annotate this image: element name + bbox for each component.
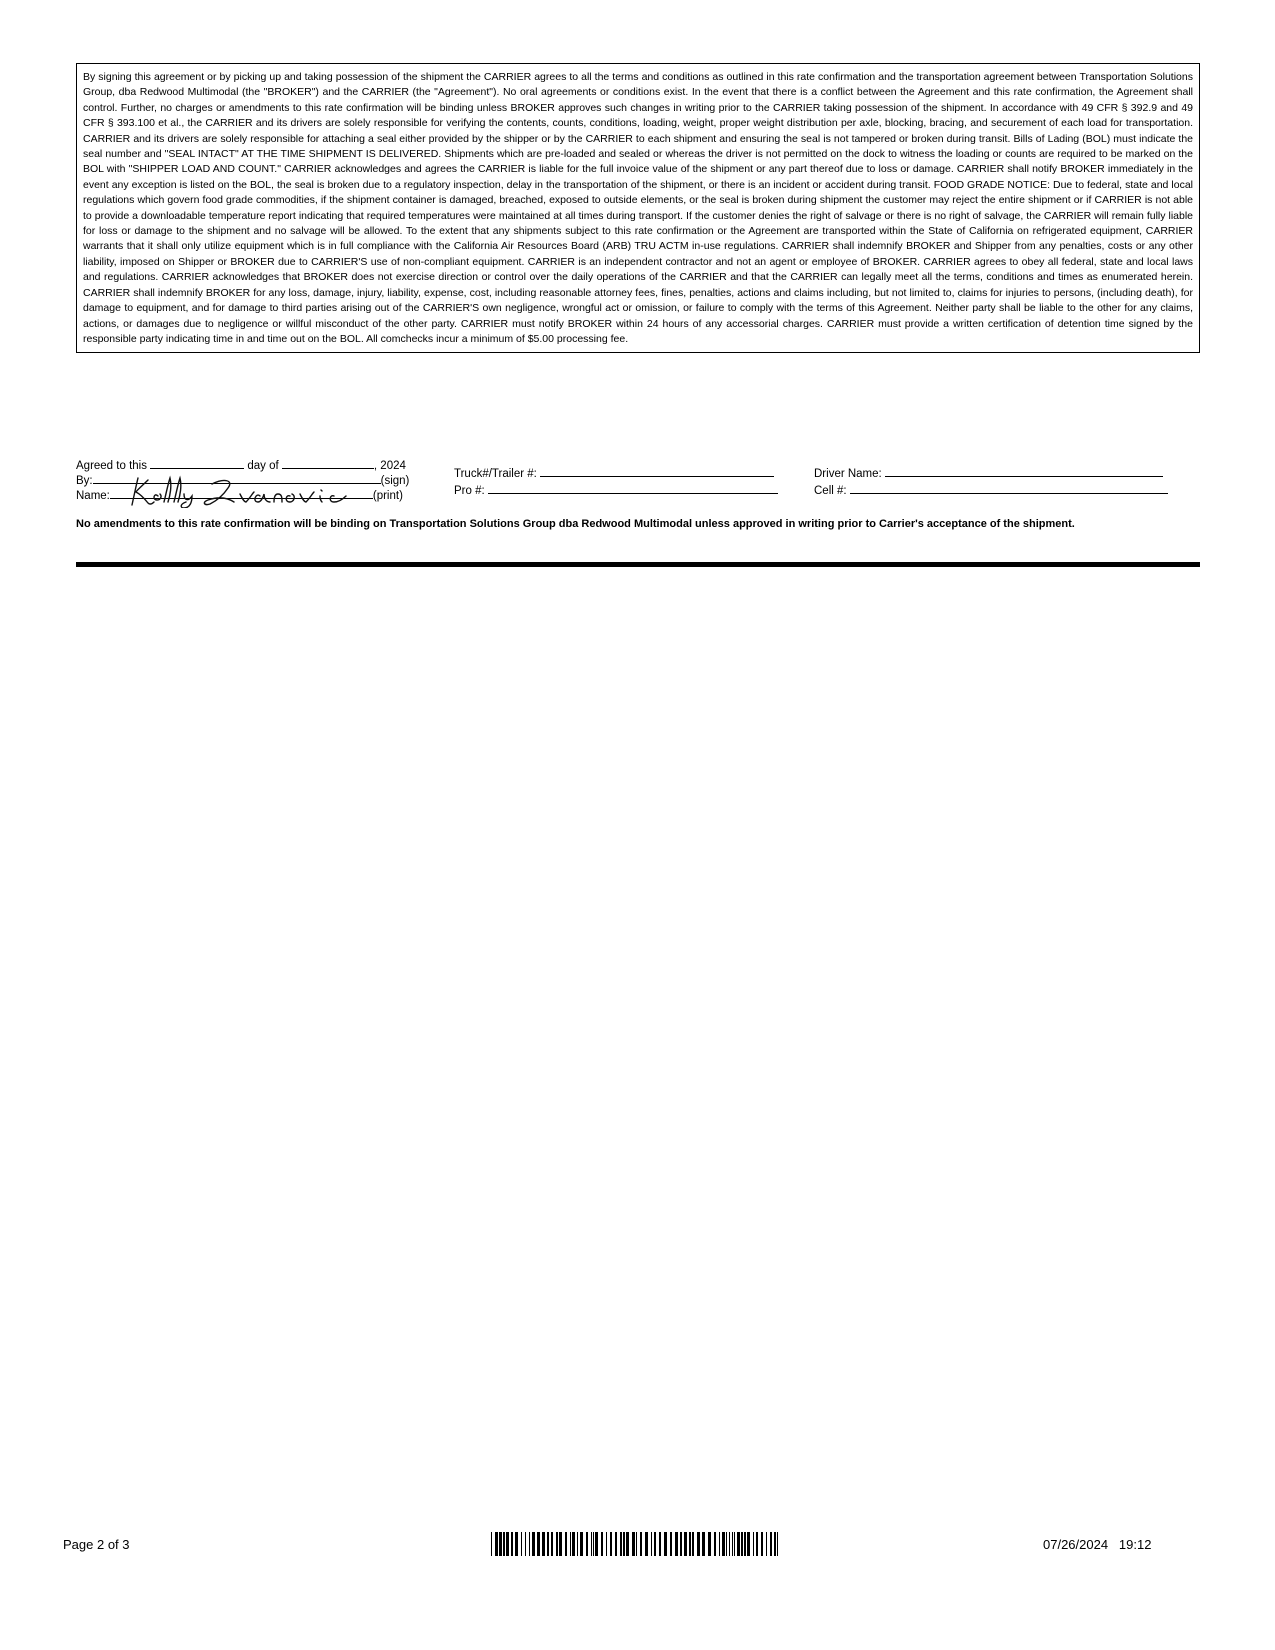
barcode-bar <box>542 1532 545 1556</box>
barcode-bar <box>732 1532 733 1556</box>
barcode-bar <box>615 1532 617 1556</box>
terms-and-conditions <box>76 63 1200 353</box>
section-divider <box>76 562 1200 567</box>
barcode-bar <box>689 1532 691 1556</box>
barcode-bar <box>601 1532 603 1556</box>
barcode-bar <box>610 1532 612 1556</box>
signature-block <box>76 457 426 502</box>
barcode-bar <box>570 1532 571 1556</box>
barcode-bar <box>511 1532 513 1556</box>
truck-trailer-field[interactable] <box>540 465 774 477</box>
barcode-bar <box>580 1532 583 1556</box>
barcode-bar <box>645 1532 648 1556</box>
truck-line: Truck#/Trailer #: <box>454 465 778 482</box>
barcode-bar <box>551 1532 553 1556</box>
truck-block <box>454 465 778 499</box>
barcode-bar <box>670 1532 672 1556</box>
barcode-bar <box>623 1532 625 1556</box>
barcode-bar <box>640 1532 642 1556</box>
barcode-bar <box>547 1532 549 1556</box>
barcode-bar <box>515 1532 518 1556</box>
terms-text: By signing this agreement or by picking up and taking possession of the shipment the CARRIER agrees to all the terms and conditions as outlined in this rate confirmation and the transportation agreement between Transportation Solutions Group, dba Redwood Multimodal (the "BROKER") and the CARRIER (the "Agreement"). No oral agreements or conditions exist. In the event that there is a conflict between the Agreement and this rate confirmation, the Agreement shall control. Further, no charges or amendments to this rate confirmation will be binding unless BROKER approves such changes in writing prior to the CARRIER taking possession of the shipment. In accordance with 49 CFR § 392.9 and 49 CFR § 393.100 et al., the CARRIER and its drivers are solely responsible for verifying the contents, counts, conditions, loading, weight, proper weight distribution per axle, blocking, bracing, and securement of each load for transportation. CARRIER and its drivers are solely responsible for attaching a seal either provided by the shipper or by the CARRIER to each shipment and ensuring the seal is not tampered or broken during transit. Bills of Lading (BOL) must indicate the seal number and "SEAL INTACT" AT THE TIME SHIPMENT IS DELIVERED. Shipments which are pre-loaded and sealed or whereas the driver is not permitted on the dock to witness the loading or counts are required to be marked on the BOL with "SHIPPER LOAD AND COUNT." CARRIER acknowledges and agrees the CARRIER is liable for the full invoice value of the shipment or any part thereof due to loss or damage. CARRIER shall notify BROKER immediately in the event any exception is listed on the BOL, the seal is broken due to a regulatory inspection, delay in the transportation of the shipment, or there is an incident or accident during transit. FOOD GRADE NOTICE: Due to federal, state and local regulations which govern food grade commodities, if the shipment container is damaged, breached, exposed to outside elements, or the seal is broken during shipment the customer may reject the entire shipment or if CARRIER is not able to provide a downloadable temperature report indicating that required temperatures were maintained at all times during transport. If the customer denies the right of salvage or there is no right of salvage, the CARRIER will remain fully liable for loss or damage to the shipment and no salvage will be allowed. To the extent that any shipments subject to this rate confirmation or the Agreement are transported within the State of California on refrigerated equipment, CARRIER warrants that it shall only utilize equipment which is in full compliance with the California Air Resources Board (ARB) TRU ACTM in-use regulations. CARRIER shall indemnify BROKER and Shipper from any penalties, costs or any other liability, imposed on Shipper or BROKER due to CARRIER'S use of non-compliant equipment. CARRIER is an independent contractor and not an agent or employee of BROKER. CARRIER agrees to obey all federal, state and local laws and regulations. CARRIER acknowledges that BROKER does not exercise direction or control over the daily operations of the CARRIER and that the CARRIER can legally meet all the terms, conditions and times as enumerated herein. CARRIER shall indemnify BROKER for any loss, damage, injury, liability, expense, cost, including reasonable attorney fees, fines, penalties, actions and claims including, but not limited to, claims for injuries to persons, (including death), for damage to equipment, and for damage to third parties arising out of the CARRIER'S own negligence, wrongful act or omission, or failure to comply with the terms of this Agreement. Neither party shall be liable to the other for any claims, actions, or damages due to negligence or willful misconduct of the other party. CARRIER must notify BROKER within 24 hours of any accessorial charges. CARRIER must provide a written certification of detention time signed by the responsible party indicating time in and time out on the BOL. All comchecks incur a minimum of $5.00 processing fee. <box>83 71 1193 345</box>
driver-name-field[interactable] <box>885 465 1163 477</box>
barcode-bar <box>525 1532 526 1556</box>
driver-line: Driver Name: <box>814 465 1168 482</box>
barcode-bar <box>532 1532 535 1556</box>
barcode-bar <box>714 1532 716 1556</box>
barcode-bar <box>702 1532 705 1556</box>
barcode-bar <box>595 1532 598 1556</box>
barcode-bar <box>692 1532 694 1556</box>
barcode-bar <box>491 1532 492 1556</box>
barcode-bar <box>556 1532 558 1556</box>
barcode-bar <box>499 1532 502 1556</box>
barcode-bar <box>744 1532 746 1556</box>
barcode-bar <box>680 1532 682 1556</box>
barcode-bar <box>537 1532 540 1556</box>
barcode-bar <box>620 1532 622 1556</box>
footer-timestamp <box>1043 1537 1151 1552</box>
barcode-bar <box>606 1532 607 1556</box>
name-line: Name: (print) <box>76 487 426 502</box>
by-line: By: (sign) <box>76 472 426 487</box>
barcode-bar <box>722 1532 725 1556</box>
barcode-bar <box>777 1532 778 1556</box>
barcode-bar <box>586 1532 588 1556</box>
barcode-bar <box>559 1532 562 1556</box>
barcode-bar <box>632 1532 635 1556</box>
sign-field[interactable] <box>93 472 381 484</box>
barcode-bar <box>506 1532 509 1556</box>
barcode-bar <box>684 1532 687 1556</box>
agreed-month-field[interactable] <box>282 457 374 469</box>
barcode-bar <box>766 1532 767 1556</box>
barcode-bar <box>737 1532 740 1556</box>
barcode-bar <box>659 1532 661 1556</box>
barcode-bar <box>675 1532 678 1556</box>
barcode-bar <box>577 1532 578 1556</box>
barcode-bar <box>708 1532 711 1556</box>
barcode-bar <box>719 1532 720 1556</box>
barcode-bar <box>529 1532 530 1556</box>
barcode-bar <box>770 1532 772 1556</box>
pro-line: Pro #: <box>454 482 778 499</box>
barcode-bar <box>593 1532 594 1556</box>
barcode-bar <box>591 1532 592 1556</box>
barcode-bar <box>753 1532 754 1556</box>
cell-number-field[interactable] <box>850 482 1168 494</box>
barcode-bar <box>697 1532 700 1556</box>
barcode-bar <box>664 1532 667 1556</box>
amendment-note: No amendments to this rate confirmation will be binding on Transportation Solutions Group dba Redwood Multimodal unless approved in writing prior to Carrier's acceptance of the shipment. <box>76 518 1075 530</box>
barcode-bar <box>774 1532 776 1556</box>
barcode-bar <box>572 1532 575 1556</box>
driver-block <box>814 465 1168 499</box>
barcode-bar <box>651 1532 652 1556</box>
print-name-field[interactable] <box>110 487 373 499</box>
footer-time: 19:12 <box>1118 1537 1152 1552</box>
barcode-bar <box>734 1532 735 1556</box>
barcode-bar <box>654 1532 656 1556</box>
page-number: Page 2 of 3 <box>63 1537 130 1552</box>
barcode-bar <box>565 1532 567 1556</box>
barcode-bar <box>503 1532 505 1556</box>
barcode-bar <box>741 1532 743 1556</box>
barcode-bar <box>729 1532 730 1556</box>
barcode-bar <box>521 1532 522 1556</box>
barcode-bar <box>636 1532 637 1556</box>
barcode-bar <box>761 1532 763 1556</box>
barcode-bar <box>726 1532 727 1556</box>
barcode-bar <box>626 1532 629 1556</box>
barcode <box>491 1532 781 1556</box>
cell-line: Cell #: <box>814 482 1168 499</box>
barcode-bar <box>495 1532 498 1556</box>
agreed-line: Agreed to this day of , 2024 <box>76 457 426 472</box>
footer-date: 07/26/2024 <box>1043 1537 1109 1552</box>
agreed-day-field[interactable] <box>150 457 244 469</box>
pro-number-field[interactable] <box>488 482 778 494</box>
barcode-bar <box>756 1532 758 1556</box>
barcode-bar <box>747 1532 750 1556</box>
